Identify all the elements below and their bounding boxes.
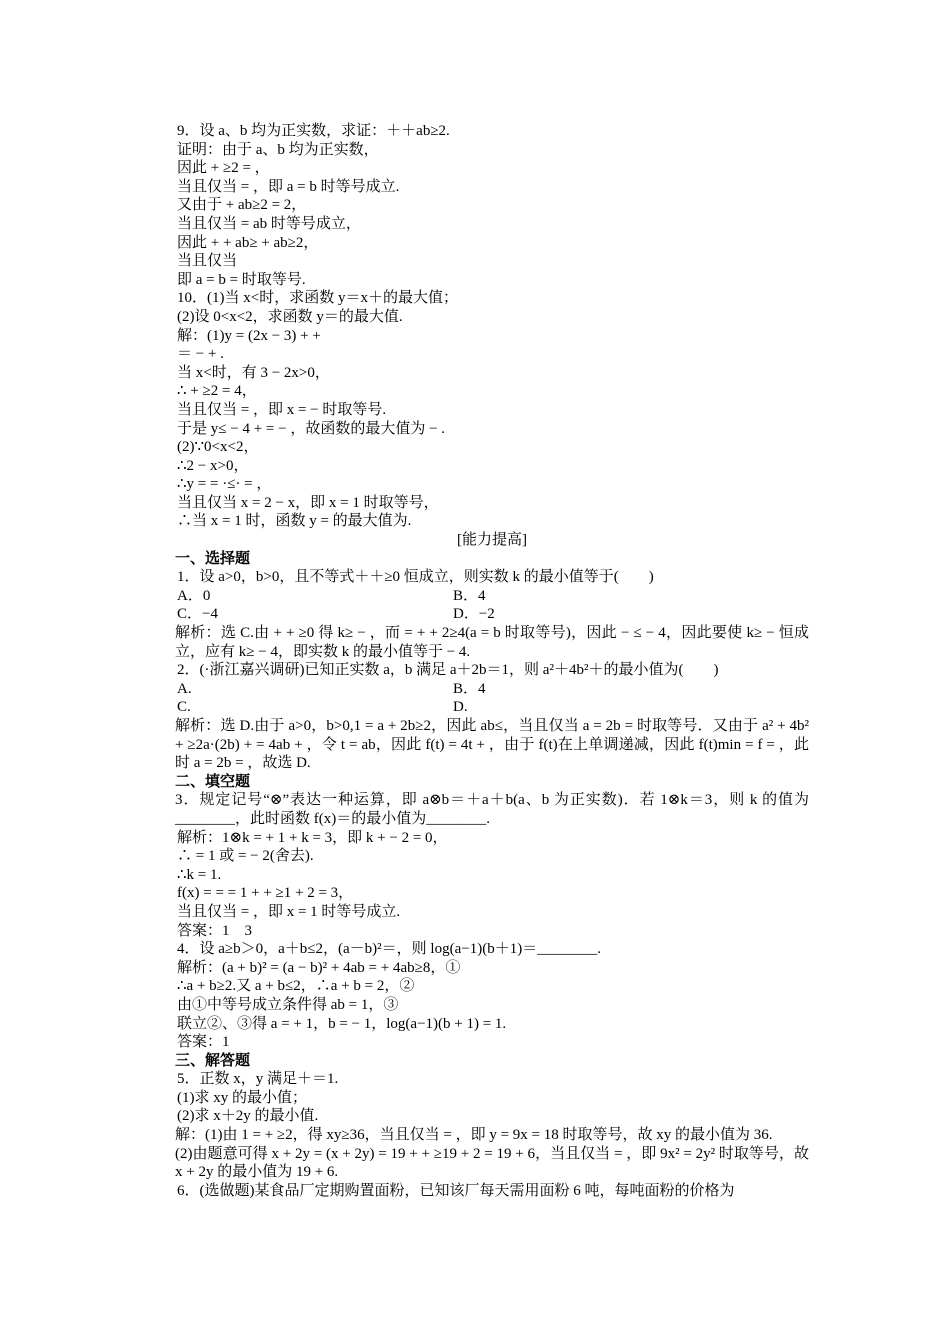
q10-solution-line: ∴2 − x>0，	[177, 457, 249, 474]
q2-options-row	[177, 680, 807, 699]
q9-proof-line: 即 a = b = 时取等号.	[177, 271, 306, 288]
q4-solution-line: 联立②、③得 a = + 1，b = − 1，log(a−1)(b + 1) = 1.	[177, 1015, 507, 1032]
q5-statement: 5．正数 x，y 满足＋＝1.	[177, 1071, 339, 1088]
q5-solution: 解：(1)由 1 = + ≥2，得 xy≥36，当且仅当 = ，即 y = 9x = 18 时取等号，故 xy 的最小值为 36.	[175, 1127, 773, 1144]
q3-answer: 答案：1 3	[177, 922, 253, 939]
q2-option-d: D.	[453, 699, 468, 716]
q3-solution-line: ∴ = 1 或 = − 2(舍去).	[177, 848, 314, 865]
q9-proof-line: 因此 + ≥2 = ，	[177, 160, 270, 177]
q1-options-row	[177, 587, 807, 606]
q2-option-b: B．4	[453, 680, 486, 697]
q1-option-d: D．−2	[453, 606, 495, 623]
q10-statement: (2)设 0<x<2，求函数 y＝的最大值.	[177, 308, 403, 325]
q9-proof-line: 当且仅当	[177, 253, 238, 270]
q1-option-b: B．4	[453, 587, 486, 604]
q3-solution-line: ∴k = 1.	[177, 866, 222, 883]
q9-proof-line: 当且仅当 = ab 时等号成立，	[177, 215, 361, 232]
q1-option-a: A．0	[177, 587, 211, 604]
q10-solution-line: ＝ − + .	[177, 346, 224, 363]
q2-statement: 2．(·浙江嘉兴调研)已知正实数 a，b 满足 a＋2b＝1，则 a²＋4b²＋的最小值为( )	[177, 662, 719, 679]
q4-answer: 答案：1	[177, 1034, 230, 1051]
q4-solution-line: 由①中等号成立条件得 ab = 1，③	[177, 996, 399, 1013]
q5-statement: (2)求 x＋2y 的最小值.	[177, 1108, 319, 1125]
q1-option-c: C．−4	[177, 606, 218, 623]
document-page	[177, 122, 807, 1200]
section-heading-answer: 三、解答题	[175, 1052, 251, 1069]
section-heading-ability: [能力提高]	[457, 532, 527, 549]
q9-proof-line: 当且仅当 = ，即 a = b 时等号成立.	[177, 178, 400, 195]
section-heading-fill: 二、填空题	[175, 773, 251, 790]
q4-solution-line: ∴a + b≥2.又 a + b≤2，∴a + b = 2，②	[177, 978, 415, 995]
q3-solution-line: 解析：1⊗k = + 1 + k = 3，即 k + − 2 = 0，	[177, 829, 448, 846]
q2-options-row	[177, 698, 807, 717]
q5-statement: (1)求 xy 的最小值；	[177, 1089, 307, 1106]
q4-solution-line: 解析：(a + b)² = (a − b)² + 4ab = + 4ab≥8，①	[177, 959, 461, 976]
q6-statement: 6．(选做题)某食品厂定期购置面粉，已知该厂每天需用面粉 6 吨，每吨面粉的价格为	[177, 1182, 735, 1199]
q10-solution-line: ∴ + ≥2 = 4，	[177, 383, 257, 400]
q10-solution-line: ∴当 x = 1 时，函数 y = 的最大值为.	[177, 513, 412, 530]
q2-option-a: A.	[177, 680, 192, 697]
q10-solution-line: 当且仅当 x = 2 − x，即 x = 1 时取等号，	[177, 494, 439, 511]
q10-solution-line: 当且仅当 = ，即 x = − 时取等号.	[177, 401, 387, 418]
q10-solution-line: ∴y = = ·≤· = ，	[177, 476, 272, 493]
q9-proof-line: 因此 + + ab≥ + ab≥2，	[177, 234, 319, 251]
q3-solution-line: 当且仅当 = ，即 x = 1 时等号成立.	[177, 903, 401, 920]
q10-solution-line: 当 x<时，有 3 − 2x>0，	[177, 364, 330, 381]
q3-statement: 3．规定记号“⊗”表达一种运算，即 a⊗b＝＋a＋b(a、b 为正实数)．若 1⊗k＝3，则 k 的值为________，此时函数 f(x)＝的最小值为________.	[175, 792, 809, 827]
q10-solution-line: 解：(1)y = (2x − 3) + +	[177, 327, 321, 344]
section-heading-choice: 一、选择题	[175, 550, 251, 567]
q4-statement: 4．设 a≥b＞0，a＋b≤2，(a－b)²＝，则 log(a−1)(b＋1)＝________.	[177, 941, 601, 958]
q10-solution-line: 于是 y≤ − 4 + = − ，故函数的最大值为 − .	[177, 420, 446, 437]
q1-statement: 1．设 a>0，b>0，且不等式＋＋≥0 恒成立，则实数 k 的最小值等于( )	[177, 569, 654, 586]
q9-statement: 9．设 a、b 均为正实数，求证：＋＋ab≥2.	[177, 123, 450, 139]
q3-solution-line: f(x) = = = 1 + + ≥1 + 2 = 3，	[177, 885, 354, 902]
q9-proof-line: 又由于 + ab≥2 = 2，	[177, 197, 307, 214]
q10-solution-line: (2)∵0<x<2，	[177, 439, 259, 456]
q9-proof-line: 证明：由于 a、b 均为正实数，	[177, 141, 379, 158]
q1-solution: 解析：选 C.由 + + ≥0 得 k≥ − ，而 = + + 2≥4(a = b 时取等号)，因此 − ≤ − 4，因此要使 k≥ − 恒成立，应有 k≥ − 4，即实数 k 的最小值等于 − 4.	[175, 625, 809, 660]
q5-solution: (2)由题意可得 x + 2y = (x + 2y) = 19 + + ≥19 + 2 = 19 + 6，当且仅当 = ，即 9x² = 2y² 时取等号，故 x + 2y 的最小值为 19 + 6.	[175, 1145, 809, 1181]
q2-option-c: C.	[177, 699, 191, 716]
q2-solution: 解析：选 D.由于 a>0，b>0,1 = a + 2b≥2，因此 ab≤，当且仅当 a = 2b = 时取等号．又由于 a² + 4b² + ≥2a·(2b) + = 4ab + ，令 t = ab，因此 f(t) = 4t + ，由于 f(t)在上单调递减，因此 f(t)min = f = ，此时 a = 2b = ，故选 D.	[175, 718, 809, 772]
q10-statement: 10．(1)当 x<时，求函数 y＝x＋的最大值；	[177, 290, 458, 307]
q1-options-row	[177, 605, 807, 624]
